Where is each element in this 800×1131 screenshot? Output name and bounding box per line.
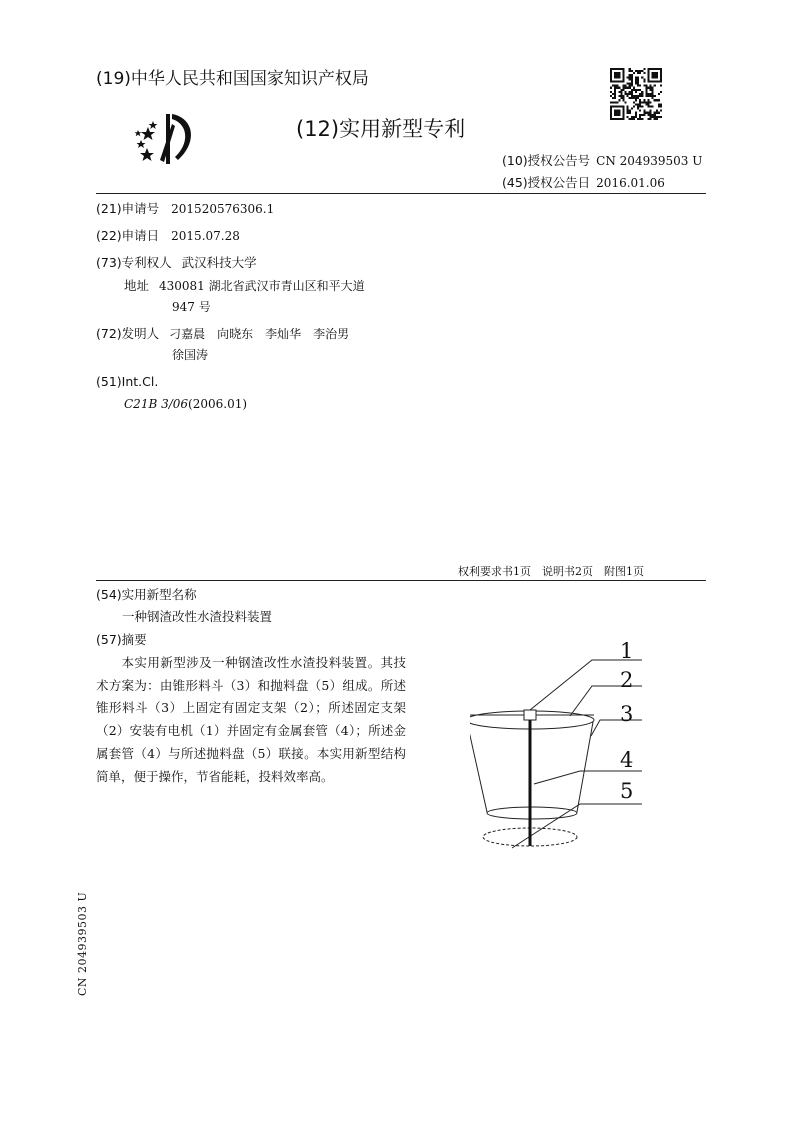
patentee: 武汉科技大学: [181, 255, 257, 270]
publication-date-label: (45)授权公告日: [502, 175, 591, 190]
patentee-label: (73)专利权人: [96, 255, 172, 270]
utility-model-title: 一种钢渣改性水渣投料装置: [122, 609, 273, 624]
hopper-left-side: [470, 722, 487, 812]
publication-number: CN 204939503 U: [596, 154, 703, 168]
device-figure: [470, 636, 670, 852]
hopper-bottom: [487, 807, 577, 819]
cnipa-logo-icon: [132, 108, 204, 170]
application-date: 2015.07.28: [171, 229, 240, 243]
leader-3: [591, 720, 642, 736]
application-number-label: (21)申请号: [96, 201, 160, 216]
figure-label-3: 3: [620, 702, 634, 726]
abstract-body: 本实用新型涉及一种钢渣改性水渣投料装置。其技术方案为：由锥形料斗（3）和抛料盘（5）组成。所述锥形料斗（3）上固定有固定支架（2）；所述固定支架（2）安装有电机（1）并固定有金属套管（4）；所述金属套管（4）与所述抛料盘（5）联接。本实用新型结构简单，便于操作，节省能耗，投料效率高。: [96, 655, 406, 784]
side-publication-number: CN 204939503 U: [76, 891, 89, 996]
motor: [524, 710, 536, 720]
int-cl-edition: (2006.01): [188, 397, 248, 411]
int-cl-row: [124, 396, 247, 411]
figure-label-2: 2: [620, 668, 634, 692]
qr-code-icon: [610, 68, 662, 120]
address-label: 地址: [124, 278, 150, 293]
address-line-2: 947 号: [172, 300, 211, 314]
figure-label-4: 4: [620, 748, 634, 772]
inventors-line-2-row: [172, 346, 208, 363]
page-counts: 权利要求书1页 说明书2页 附图1页: [458, 565, 644, 578]
patentee-row: [96, 253, 257, 271]
abstract-label: (57)摘要: [96, 632, 147, 647]
section-divider: [96, 580, 706, 581]
header-divider: [96, 193, 706, 194]
application-date-row: [96, 226, 240, 244]
abstract-text: [96, 652, 406, 788]
address-line-2-row: [172, 298, 211, 315]
int-cl-label: (51)Int.Cl.: [96, 374, 159, 389]
publication-date-row: [502, 173, 665, 191]
inventor-row: [96, 324, 349, 342]
inventors-line-1: 刁嘉晨 向晓东 李灿华 李治男: [169, 327, 350, 341]
hopper-right-side: [577, 722, 593, 812]
publication-date: 2016.01.06: [596, 176, 665, 190]
office-name: (19)中华人民共和国国家知识产权局: [96, 69, 369, 89]
int-cl-code: C21B 3/06: [124, 397, 189, 411]
address-row: [124, 276, 365, 294]
address-line-1: 430081 湖北省武汉市青山区和平大道: [159, 279, 365, 293]
application-date-label: (22)申请日: [96, 228, 160, 243]
application-number: 201520576306.1: [171, 202, 275, 216]
document-type: (12)实用新型专利: [296, 117, 466, 141]
publication-number-row: [502, 151, 702, 169]
application-number-row: [96, 199, 274, 217]
inventors-line-2: 徐国涛: [172, 348, 209, 362]
figure-label-1: 1: [620, 639, 634, 663]
inventor-label: (72)发明人: [96, 326, 160, 341]
figure-label-5: 5: [620, 779, 634, 803]
title-section-label: (54)实用新型名称: [96, 587, 197, 602]
publication-number-label: (10)授权公告号: [502, 153, 591, 168]
